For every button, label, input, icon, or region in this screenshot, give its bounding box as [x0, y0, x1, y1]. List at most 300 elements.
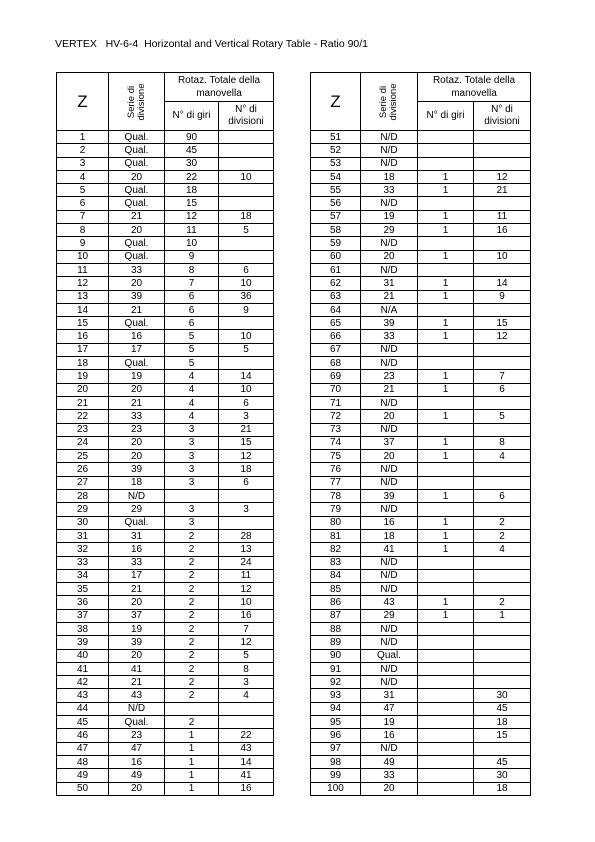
table-body-right — [311, 131, 531, 796]
serie-cell: N/D — [109, 702, 165, 715]
divisioni-cell: 36 — [219, 290, 274, 303]
table-row — [57, 556, 274, 569]
z-cell: 93 — [311, 689, 361, 702]
table-row — [57, 689, 274, 702]
z-cell: 71 — [311, 396, 361, 409]
z-cell: 80 — [311, 516, 361, 529]
serie-cell: 20 — [109, 383, 165, 396]
table-row — [311, 410, 531, 423]
table-row — [57, 463, 274, 476]
divisioni-cell: 9 — [474, 290, 531, 303]
divisioni-cell — [219, 131, 274, 144]
table-row — [311, 716, 531, 729]
z-cell: 27 — [57, 476, 109, 489]
giri-cell: 1 — [418, 277, 474, 290]
giri-cell — [418, 689, 474, 702]
serie-cell: 41 — [361, 543, 418, 556]
giri-cell: 2 — [165, 636, 219, 649]
z-cell: 51 — [311, 131, 361, 144]
serie-cell: 20 — [109, 649, 165, 662]
z-cell: 32 — [57, 543, 109, 556]
giri-cell: 3 — [165, 450, 219, 463]
z-cell: 52 — [311, 144, 361, 157]
z-cell: 34 — [57, 569, 109, 582]
divisioni-cell — [474, 423, 531, 436]
giri-cell — [418, 662, 474, 675]
table-row — [311, 290, 531, 303]
z-cell: 5 — [57, 184, 109, 197]
z-cell: 21 — [57, 396, 109, 409]
table-row — [311, 343, 531, 356]
table-row — [311, 263, 531, 276]
z-cell: 31 — [57, 529, 109, 542]
giri-cell — [418, 237, 474, 250]
z-cell: 40 — [57, 649, 109, 662]
table-row — [57, 370, 274, 383]
z-cell: 59 — [311, 237, 361, 250]
giri-cell: 2 — [165, 662, 219, 675]
divisioni-cell — [219, 716, 274, 729]
serie-cell: N/D — [361, 263, 418, 276]
z-cell: 99 — [311, 769, 361, 782]
table-row — [57, 490, 274, 503]
divisioni-cell: 30 — [474, 689, 531, 702]
serie-cell: 21 — [109, 396, 165, 409]
z-cell: 42 — [57, 676, 109, 689]
serie-cell: 21 — [109, 676, 165, 689]
divisioni-cell: 8 — [219, 662, 274, 675]
table-row — [57, 317, 274, 330]
table-row — [57, 263, 274, 276]
table-row — [311, 742, 531, 755]
giri-cell: 1 — [165, 769, 219, 782]
divisioni-cell: 2 — [474, 529, 531, 542]
z-cell: 14 — [57, 303, 109, 316]
serie-cell: 16 — [361, 516, 418, 529]
divisioni-cell: 6 — [219, 263, 274, 276]
table-row — [311, 516, 531, 529]
divisioni-cell: 5 — [474, 410, 531, 423]
giri-cell — [418, 755, 474, 768]
serie-cell: 19 — [361, 716, 418, 729]
serie-cell: 16 — [109, 330, 165, 343]
z-cell: 79 — [311, 503, 361, 516]
divisioni-cell: 5 — [219, 224, 274, 237]
serie-cell: 33 — [361, 184, 418, 197]
divisioni-cell: 21 — [474, 184, 531, 197]
serie-cell: N/D — [361, 144, 418, 157]
divisioni-cell: 3 — [219, 410, 274, 423]
giri-cell: 1 — [418, 290, 474, 303]
table-row — [57, 622, 274, 635]
table-row — [57, 583, 274, 596]
giri-cell — [418, 622, 474, 635]
serie-cell: N/D — [361, 396, 418, 409]
giri-cell: 1 — [418, 210, 474, 223]
giri-cell: 1 — [418, 370, 474, 383]
table-row — [57, 662, 274, 675]
divisioni-cell: 10 — [219, 277, 274, 290]
serie-cell: 19 — [361, 210, 418, 223]
giri-cell — [418, 197, 474, 210]
divisioni-cell — [219, 357, 274, 370]
serie-cell: 23 — [361, 370, 418, 383]
table-row — [57, 237, 274, 250]
serie-cell: 23 — [109, 423, 165, 436]
giri-cell — [418, 676, 474, 689]
serie-cell: 19 — [109, 622, 165, 635]
divisioni-cell: 45 — [474, 702, 531, 715]
divisioni-cell: 24 — [219, 556, 274, 569]
table-row — [57, 224, 274, 237]
giri-cell: 1 — [418, 250, 474, 263]
divisioni-cell: 10 — [219, 330, 274, 343]
giri-cell: 8 — [165, 263, 219, 276]
divisioni-cell: 15 — [219, 436, 274, 449]
z-cell: 74 — [311, 436, 361, 449]
z-cell: 45 — [57, 716, 109, 729]
giri-cell: 2 — [165, 689, 219, 702]
table-row — [311, 383, 531, 396]
table-row — [311, 303, 531, 316]
table-row — [311, 583, 531, 596]
serie-cell: 19 — [109, 370, 165, 383]
divisioni-cell — [474, 303, 531, 316]
serie-cell: N/D — [361, 197, 418, 210]
divisioni-cell — [219, 702, 274, 715]
z-cell: 60 — [311, 250, 361, 263]
z-cell: 11 — [57, 263, 109, 276]
divisioni-cell: 41 — [219, 769, 274, 782]
serie-cell: 43 — [109, 689, 165, 702]
serie-cell: 33 — [109, 410, 165, 423]
serie-cell: 21 — [361, 290, 418, 303]
divisioni-cell: 16 — [219, 609, 274, 622]
divisioni-cell: 21 — [219, 423, 274, 436]
table-row — [311, 330, 531, 343]
z-cell: 98 — [311, 755, 361, 768]
z-cell: 66 — [311, 330, 361, 343]
divisioni-cell: 6 — [474, 383, 531, 396]
serie-cell: Qual. — [109, 237, 165, 250]
z-cell: 9 — [57, 237, 109, 250]
giri-cell: 1 — [418, 317, 474, 330]
giri-cell — [418, 583, 474, 596]
divisioni-cell — [474, 463, 531, 476]
z-cell: 63 — [311, 290, 361, 303]
giri-cell — [418, 649, 474, 662]
giri-cell — [418, 357, 474, 370]
serie-cell: 31 — [361, 689, 418, 702]
divisioni-header: N° di divisioni — [474, 102, 531, 131]
serie-cell: Qual. — [109, 197, 165, 210]
giri-cell — [418, 769, 474, 782]
serie-cell: 41 — [109, 662, 165, 675]
serie-cell: 23 — [109, 729, 165, 742]
serie-cell: 29 — [361, 224, 418, 237]
giri-cell — [418, 157, 474, 170]
divisioni-cell: 11 — [219, 569, 274, 582]
z-cell: 12 — [57, 277, 109, 290]
divisioni-cell — [219, 317, 274, 330]
z-cell: 20 — [57, 383, 109, 396]
divisioni-cell: 16 — [219, 782, 274, 795]
giri-cell: 7 — [165, 277, 219, 290]
table-row — [311, 317, 531, 330]
z-cell: 29 — [57, 503, 109, 516]
z-cell: 70 — [311, 383, 361, 396]
table-row — [311, 170, 531, 183]
table-row — [57, 596, 274, 609]
table-row — [311, 569, 531, 582]
serie-cell: Qual. — [361, 649, 418, 662]
divisioni-cell — [219, 197, 274, 210]
giri-cell: 1 — [418, 436, 474, 449]
serie-cell: Qual. — [109, 131, 165, 144]
divisioni-cell: 7 — [219, 622, 274, 635]
serie-cell: 39 — [361, 317, 418, 330]
giri-cell: 3 — [165, 516, 219, 529]
giri-cell: 10 — [165, 237, 219, 250]
table-row — [311, 769, 531, 782]
serie-cell: Qual. — [109, 250, 165, 263]
giri-cell: 3 — [165, 463, 219, 476]
divisioni-cell: 6 — [219, 476, 274, 489]
divisioni-cell: 15 — [474, 317, 531, 330]
divisioni-cell: 1 — [474, 609, 531, 622]
serie-cell: Qual. — [109, 184, 165, 197]
z-cell: 94 — [311, 702, 361, 715]
serie-cell: Qual. — [109, 144, 165, 157]
giri-cell: 1 — [165, 742, 219, 755]
table-row — [311, 436, 531, 449]
table-row — [57, 396, 274, 409]
z-cell: 100 — [311, 782, 361, 795]
serie-cell: 20 — [109, 596, 165, 609]
table-row — [57, 716, 274, 729]
giri-cell: 9 — [165, 250, 219, 263]
z-cell: 75 — [311, 450, 361, 463]
z-cell: 8 — [57, 224, 109, 237]
divisioni-cell — [474, 396, 531, 409]
serie-cell: 21 — [109, 303, 165, 316]
serie-header-line2: divisione — [388, 83, 399, 120]
divisioni-cell: 7 — [474, 370, 531, 383]
serie-cell: N/D — [361, 423, 418, 436]
giri-cell: 1 — [418, 543, 474, 556]
z-cell: 17 — [57, 343, 109, 356]
giri-cell — [418, 303, 474, 316]
giri-cell: 90 — [165, 131, 219, 144]
giri-cell: 2 — [165, 609, 219, 622]
serie-cell: 20 — [109, 170, 165, 183]
divisioni-cell: 5 — [219, 343, 274, 356]
divisioni-cell — [474, 622, 531, 635]
division-table-left — [56, 72, 274, 796]
z-cell: 47 — [57, 742, 109, 755]
table-row — [311, 755, 531, 768]
giri-cell: 2 — [165, 716, 219, 729]
giri-cell: 1 — [418, 224, 474, 237]
serie-cell: 33 — [109, 556, 165, 569]
divisioni-cell — [474, 649, 531, 662]
divisioni-cell: 4 — [219, 689, 274, 702]
z-cell: 54 — [311, 170, 361, 183]
table-row — [311, 476, 531, 489]
table-row — [57, 782, 274, 795]
serie-cell: N/D — [361, 676, 418, 689]
serie-header-line2: divisione — [135, 83, 147, 120]
divisioni-cell — [219, 237, 274, 250]
serie-cell: N/D — [361, 583, 418, 596]
divisioni-cell: 12 — [474, 330, 531, 343]
z-cell: 67 — [311, 343, 361, 356]
serie-cell: 18 — [361, 170, 418, 183]
giri-cell: 2 — [165, 596, 219, 609]
table-row — [57, 503, 274, 516]
giri-cell: 2 — [165, 649, 219, 662]
giri-cell — [418, 702, 474, 715]
table-row — [57, 131, 274, 144]
z-header: Z — [311, 73, 361, 131]
serie-cell: N/D — [361, 157, 418, 170]
z-cell: 18 — [57, 357, 109, 370]
serie-cell: 16 — [109, 755, 165, 768]
divisioni-cell: 8 — [474, 436, 531, 449]
giri-cell: 1 — [165, 755, 219, 768]
serie-cell: N/D — [361, 131, 418, 144]
table-row — [311, 503, 531, 516]
serie-cell: N/D — [361, 237, 418, 250]
serie-cell: N/D — [361, 569, 418, 582]
table-row — [311, 250, 531, 263]
giri-cell: 1 — [418, 450, 474, 463]
table-row — [311, 662, 531, 675]
divisioni-cell — [474, 197, 531, 210]
serie-header-line1: Serie di — [125, 85, 137, 118]
divisioni-cell: 12 — [474, 170, 531, 183]
divisioni-cell: 10 — [219, 596, 274, 609]
giri-cell: 4 — [165, 410, 219, 423]
z-cell: 43 — [57, 689, 109, 702]
table-row — [311, 423, 531, 436]
serie-cell: N/D — [361, 357, 418, 370]
z-cell: 30 — [57, 516, 109, 529]
z-cell: 97 — [311, 742, 361, 755]
serie-cell: 21 — [361, 383, 418, 396]
z-cell: 68 — [311, 357, 361, 370]
divisioni-cell: 14 — [219, 370, 274, 383]
table-row — [311, 543, 531, 556]
table-row — [311, 676, 531, 689]
table-row — [57, 357, 274, 370]
z-cell: 89 — [311, 636, 361, 649]
z-cell: 23 — [57, 423, 109, 436]
giri-cell — [418, 556, 474, 569]
table-row — [311, 490, 531, 503]
giri-cell: 2 — [165, 583, 219, 596]
serie-cell: N/A — [361, 303, 418, 316]
table-row — [311, 782, 531, 795]
giri-cell — [418, 476, 474, 489]
z-cell: 50 — [57, 782, 109, 795]
giri-cell: 6 — [165, 303, 219, 316]
serie-cell: 20 — [109, 224, 165, 237]
giri-cell: 2 — [165, 529, 219, 542]
table-row — [57, 702, 274, 715]
divisioni-cell: 12 — [219, 450, 274, 463]
serie-cell: N/D — [361, 556, 418, 569]
z-cell: 35 — [57, 583, 109, 596]
serie-cell: 29 — [109, 503, 165, 516]
serie-cell: 31 — [109, 529, 165, 542]
z-cell: 57 — [311, 210, 361, 223]
serie-cell: 17 — [109, 343, 165, 356]
giri-cell: 3 — [165, 503, 219, 516]
divisioni-cell — [474, 157, 531, 170]
z-cell: 49 — [57, 769, 109, 782]
z-cell: 13 — [57, 290, 109, 303]
giri-cell — [165, 702, 219, 715]
serie-cell: 20 — [109, 436, 165, 449]
z-cell: 83 — [311, 556, 361, 569]
giri-cell: 1 — [418, 490, 474, 503]
table-row — [57, 423, 274, 436]
divisioni-cell — [474, 636, 531, 649]
giri-cell — [418, 729, 474, 742]
table-row — [57, 277, 274, 290]
table-row — [57, 250, 274, 263]
serie-cell: 37 — [109, 609, 165, 622]
document-title: VERTEX HV-6-4 Horizontal and Vertical Rotary Table - Ratio 90/1 — [55, 38, 369, 50]
serie-cell: 33 — [361, 330, 418, 343]
serie-cell: Qual. — [109, 317, 165, 330]
divisioni-header: N° di divisioni — [219, 102, 274, 131]
table-row — [311, 357, 531, 370]
divisioni-cell: 4 — [474, 543, 531, 556]
giri-cell: 4 — [165, 370, 219, 383]
divisioni-cell — [474, 237, 531, 250]
serie-cell: 47 — [109, 742, 165, 755]
z-cell: 53 — [311, 157, 361, 170]
giri-cell: 2 — [165, 556, 219, 569]
table-row — [57, 516, 274, 529]
table-row — [311, 224, 531, 237]
divisioni-cell: 6 — [474, 490, 531, 503]
divisioni-cell: 12 — [219, 583, 274, 596]
serie-cell: Qual. — [109, 357, 165, 370]
rotation-header: Rotaz. Totale della manovella — [418, 73, 531, 102]
divisioni-cell: 18 — [219, 210, 274, 223]
table-row — [311, 450, 531, 463]
giri-cell: 5 — [165, 343, 219, 356]
z-cell: 95 — [311, 716, 361, 729]
z-cell: 69 — [311, 370, 361, 383]
giri-header: N° di giri — [418, 102, 474, 131]
z-cell: 86 — [311, 596, 361, 609]
giri-cell: 1 — [165, 782, 219, 795]
giri-cell: 2 — [165, 676, 219, 689]
serie-cell: 39 — [361, 490, 418, 503]
table-row — [57, 729, 274, 742]
z-cell: 96 — [311, 729, 361, 742]
z-cell: 61 — [311, 263, 361, 276]
giri-cell — [418, 636, 474, 649]
table-row — [311, 197, 531, 210]
giri-header: N° di giri — [165, 102, 219, 131]
divisioni-cell — [474, 144, 531, 157]
table-row — [57, 330, 274, 343]
